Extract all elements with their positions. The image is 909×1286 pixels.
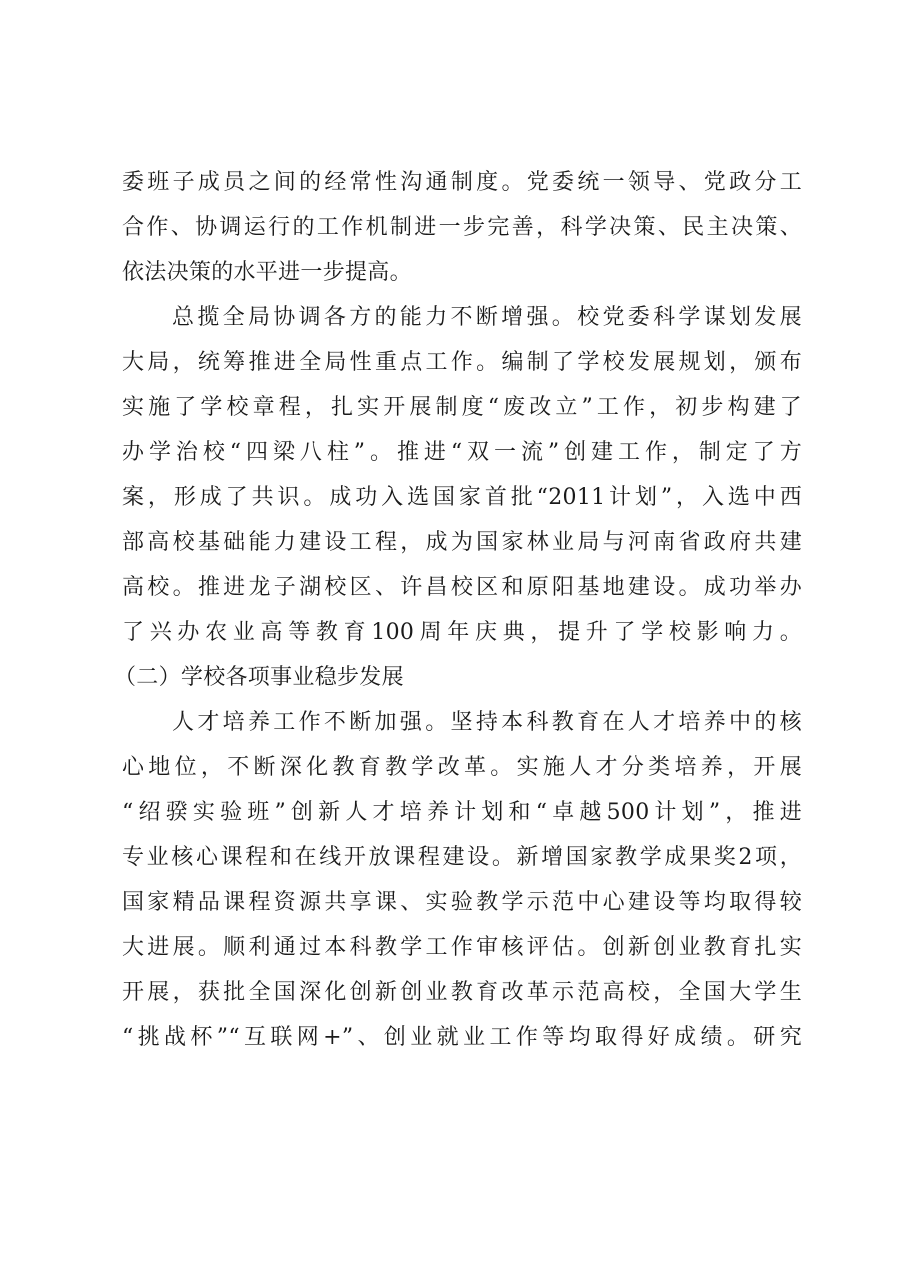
body-text [114,160,802,1060]
paragraph-line: 实施了学校章程，扎实开展制度“废改立”工作，初步构建了 [122,395,802,420]
paragraph-line: 案，形成了共识。成功入选国家首批“2011计划”，入选中西 [122,485,802,510]
paragraph-line: 大进展。顺利通过本科教学工作审核评估。创新创业教育扎实 [122,935,802,960]
paragraph-line: “绍骙实验班”创新人才培养计划和“卓越500计划”，推进 [122,800,802,825]
paragraph-line: 依法决策的水平进一步提高。 [122,260,412,285]
paragraph-line: 了兴办农业高等教育100周年庆典，提升了学校影响力。 [122,620,802,645]
paragraph-line: 办学治校“四梁八柱”。推进“双一流”创建工作，制定了方 [122,440,802,465]
paragraph-line: 委班子成员之间的经常性沟通制度。党委统一领导、党政分工 [122,170,802,195]
paragraph-line: 国家精品课程资源共享课、实验教学示范中心建设等均取得较 [122,890,802,915]
paragraph-line: 部高校基础能力建设工程，成为国家林业局与河南省政府共建 [122,530,802,555]
paragraph-line: 合作、协调运行的工作机制进一步完善，科学决策、民主决策、 [122,215,802,240]
paragraph-line: 高校。推进龙子湖校区、许昌校区和原阳基地建设。成功举办 [122,575,802,600]
paragraph-line: 专业核心课程和在线开放课程建设。新增国家教学成果奖2项， [122,845,802,870]
paragraph-line: “挑战杯”“互联网+”、创业就业工作等均取得好成绩。研究 [122,1025,802,1050]
paragraph-line: 大局，统筹推进全局性重点工作。编制了学校发展规划，颁布 [122,350,802,375]
paragraph-first-line: 人才培养工作不断加强。坚持本科教育在人才培养中的核 [172,710,802,735]
paragraph-line: 心地位，不断深化教育教学改革。实施人才分类培养，开展 [122,755,802,780]
paragraph-first-line: 总揽全局协调各方的能力不断增强。校党委科学谋划发展 [172,305,802,330]
paragraph-line: 开展，获批全国深化创新创业教育改革示范高校，全国大学生 [122,980,802,1005]
section-heading: （二）学校各项事业稳步发展 [114,665,404,690]
